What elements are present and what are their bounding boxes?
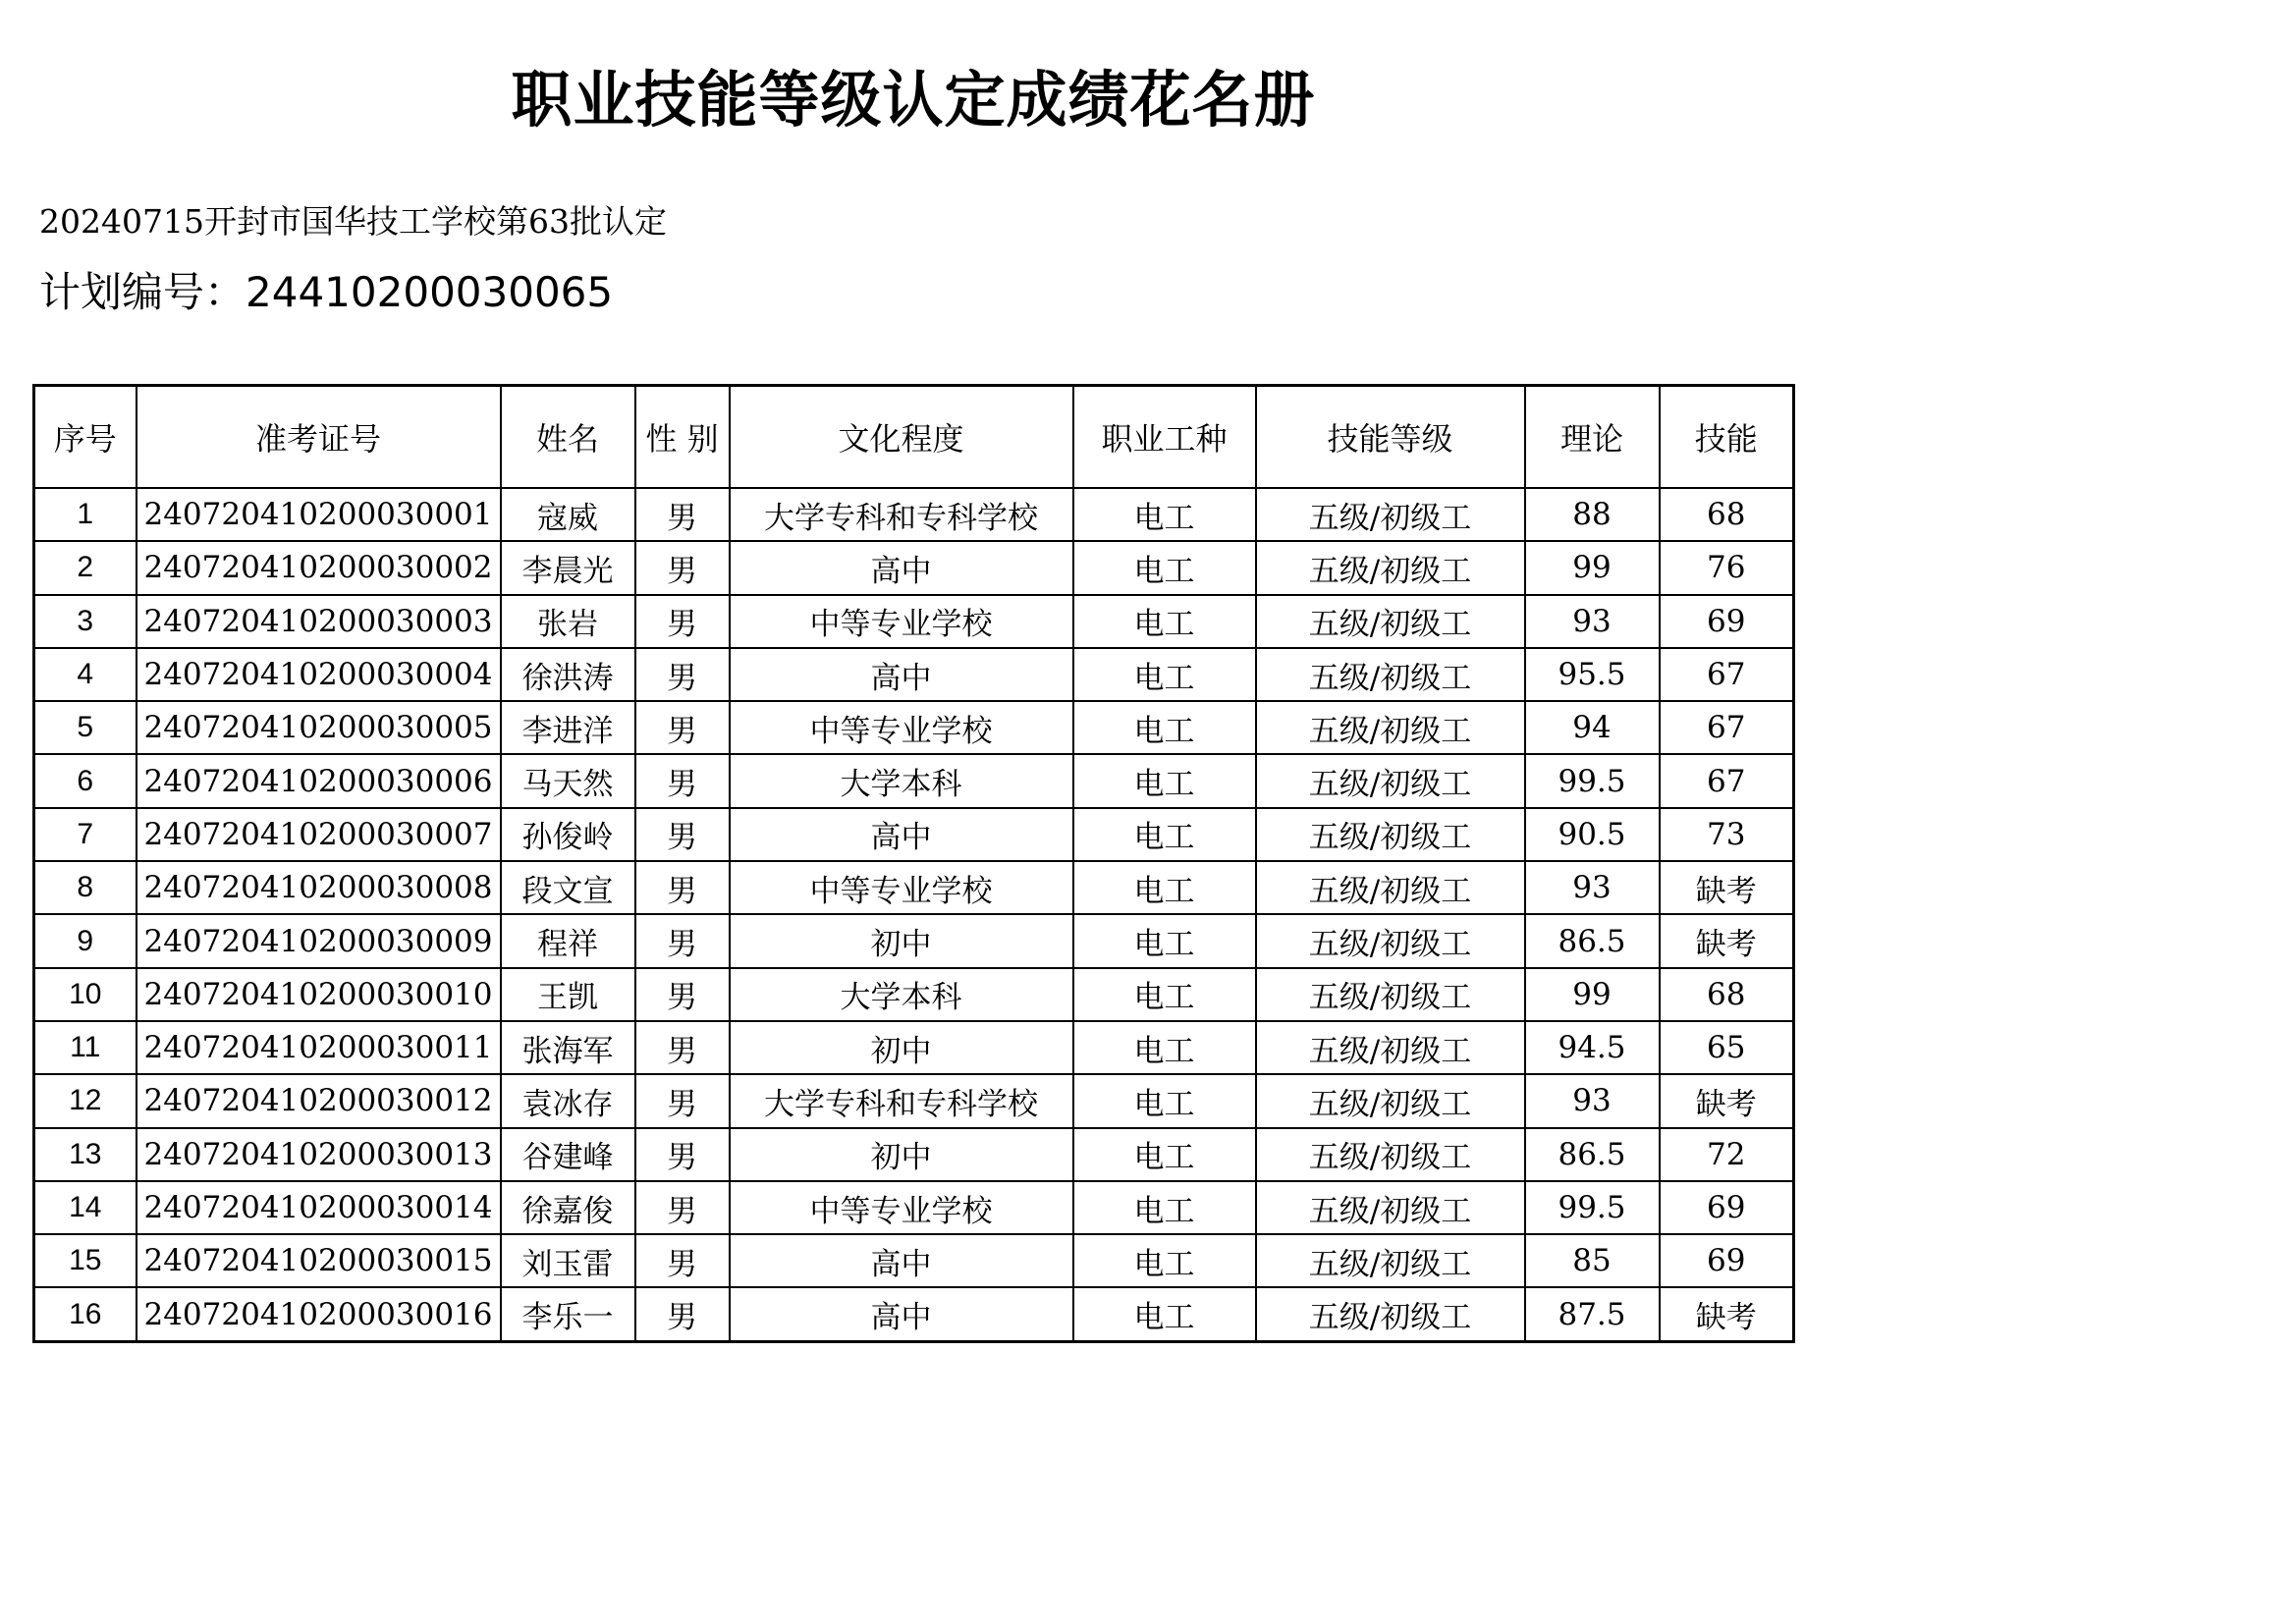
cell-skill-level: 五级/初级工 <box>1256 1234 1525 1287</box>
cell-seq: 1 <box>34 488 137 541</box>
cell-gender: 男 <box>635 701 730 754</box>
header-exam-id: 准考证号 <box>137 386 501 489</box>
cell-name: 李晨光 <box>501 541 635 594</box>
cell-name: 刘玉雷 <box>501 1234 635 1287</box>
header-education: 文化程度 <box>730 386 1073 489</box>
cell-name: 徐嘉俊 <box>501 1181 635 1234</box>
cell-skill-level: 五级/初级工 <box>1256 648 1525 701</box>
cell-skill-score: 67 <box>1660 701 1794 754</box>
cell-skill-score: 65 <box>1660 1021 1794 1074</box>
cell-education: 大学专科和专科学校 <box>730 1074 1073 1127</box>
cell-occupation: 电工 <box>1073 1181 1256 1234</box>
cell-gender: 男 <box>635 541 730 594</box>
cell-exam-id: 240720410200030010 <box>137 968 501 1021</box>
cell-theory-score: 99.5 <box>1525 754 1660 807</box>
header-skill-level: 技能等级 <box>1256 386 1525 489</box>
cell-gender: 男 <box>635 1287 730 1341</box>
cell-skill-score: 缺考 <box>1660 1287 1794 1341</box>
cell-name: 李进洋 <box>501 701 635 754</box>
cell-seq: 3 <box>34 595 137 648</box>
cell-skill-level: 五级/初级工 <box>1256 488 1525 541</box>
cell-occupation: 电工 <box>1073 1021 1256 1074</box>
cell-education: 高中 <box>730 541 1073 594</box>
cell-occupation: 电工 <box>1073 541 1256 594</box>
score-roster-table <box>32 384 1795 1343</box>
table-row <box>34 1181 1794 1234</box>
table-row <box>34 1234 1794 1287</box>
cell-theory-score: 94 <box>1525 701 1660 754</box>
table-row <box>34 595 1794 648</box>
cell-exam-id: 240720410200030016 <box>137 1287 501 1341</box>
cell-skill-level: 五级/初级工 <box>1256 1021 1525 1074</box>
cell-occupation: 电工 <box>1073 1287 1256 1341</box>
cell-seq: 14 <box>34 1181 137 1234</box>
table-row <box>34 808 1794 861</box>
cell-name: 程祥 <box>501 914 635 967</box>
cell-seq: 5 <box>34 701 137 754</box>
table-row <box>34 968 1794 1021</box>
cell-skill-level: 五级/初级工 <box>1256 968 1525 1021</box>
cell-theory-score: 93 <box>1525 861 1660 914</box>
cell-occupation: 电工 <box>1073 754 1256 807</box>
cell-occupation: 电工 <box>1073 1074 1256 1127</box>
cell-gender: 男 <box>635 595 730 648</box>
cell-theory-score: 93 <box>1525 595 1660 648</box>
cell-exam-id: 240720410200030004 <box>137 648 501 701</box>
cell-gender: 男 <box>635 648 730 701</box>
table-row <box>34 648 1794 701</box>
plan-number-label: 计划编号： <box>39 268 246 316</box>
cell-education: 高中 <box>730 648 1073 701</box>
cell-education: 高中 <box>730 1287 1073 1341</box>
cell-skill-score: 缺考 <box>1660 1074 1794 1127</box>
cell-exam-id: 240720410200030002 <box>137 541 501 594</box>
cell-exam-id: 240720410200030005 <box>137 701 501 754</box>
table-row <box>34 861 1794 914</box>
cell-skill-level: 五级/初级工 <box>1256 1287 1525 1341</box>
cell-exam-id: 240720410200030014 <box>137 1181 501 1234</box>
batch-subtitle: 20240715开封市国华技工学校第63批认定 <box>39 202 667 241</box>
cell-occupation: 电工 <box>1073 1128 1256 1181</box>
cell-education: 高中 <box>730 1234 1073 1287</box>
cell-skill-level: 五级/初级工 <box>1256 861 1525 914</box>
cell-theory-score: 99 <box>1525 541 1660 594</box>
cell-skill-level: 五级/初级工 <box>1256 595 1525 648</box>
cell-skill-score: 缺考 <box>1660 861 1794 914</box>
cell-skill-score: 67 <box>1660 648 1794 701</box>
cell-gender: 男 <box>635 914 730 967</box>
cell-exam-id: 240720410200030006 <box>137 754 501 807</box>
cell-name: 张岩 <box>501 595 635 648</box>
cell-skill-score: 73 <box>1660 808 1794 861</box>
cell-seq: 7 <box>34 808 137 861</box>
cell-seq: 6 <box>34 754 137 807</box>
cell-name: 马天然 <box>501 754 635 807</box>
cell-occupation: 电工 <box>1073 914 1256 967</box>
table-row <box>34 488 1794 541</box>
table-row <box>34 541 1794 594</box>
cell-occupation: 电工 <box>1073 595 1256 648</box>
cell-skill-level: 五级/初级工 <box>1256 1181 1525 1234</box>
cell-theory-score: 86.5 <box>1525 1128 1660 1181</box>
cell-name: 谷建峰 <box>501 1128 635 1181</box>
cell-gender: 男 <box>635 1181 730 1234</box>
cell-gender: 男 <box>635 1128 730 1181</box>
table-row <box>34 914 1794 967</box>
cell-seq: 16 <box>34 1287 137 1341</box>
cell-seq: 12 <box>34 1074 137 1127</box>
cell-skill-score: 缺考 <box>1660 914 1794 967</box>
cell-theory-score: 85 <box>1525 1234 1660 1287</box>
cell-skill-score: 69 <box>1660 1234 1794 1287</box>
cell-seq: 10 <box>34 968 137 1021</box>
cell-seq: 2 <box>34 541 137 594</box>
cell-exam-id: 240720410200030001 <box>137 488 501 541</box>
table-row <box>34 1128 1794 1181</box>
cell-gender: 男 <box>635 1074 730 1127</box>
cell-skill-level: 五级/初级工 <box>1256 1128 1525 1181</box>
cell-exam-id: 240720410200030009 <box>137 914 501 967</box>
cell-skill-level: 五级/初级工 <box>1256 754 1525 807</box>
cell-occupation: 电工 <box>1073 808 1256 861</box>
cell-seq: 8 <box>34 861 137 914</box>
cell-exam-id: 240720410200030007 <box>137 808 501 861</box>
cell-skill-level: 五级/初级工 <box>1256 1074 1525 1127</box>
cell-theory-score: 87.5 <box>1525 1287 1660 1341</box>
header-occupation: 职业工种 <box>1073 386 1256 489</box>
cell-name: 徐洪涛 <box>501 648 635 701</box>
cell-occupation: 电工 <box>1073 701 1256 754</box>
cell-skill-score: 68 <box>1660 488 1794 541</box>
cell-occupation: 电工 <box>1073 968 1256 1021</box>
cell-exam-id: 240720410200030011 <box>137 1021 501 1074</box>
table-row <box>34 754 1794 807</box>
cell-skill-level: 五级/初级工 <box>1256 808 1525 861</box>
table-row <box>34 701 1794 754</box>
header-theory-score: 理论 <box>1525 386 1660 489</box>
cell-gender: 男 <box>635 808 730 861</box>
cell-education: 初中 <box>730 1021 1073 1074</box>
page-title: 职业技能等级认定成绩花名册 <box>511 64 1316 135</box>
cell-exam-id: 240720410200030003 <box>137 595 501 648</box>
cell-gender: 男 <box>635 968 730 1021</box>
cell-theory-score: 94.5 <box>1525 1021 1660 1074</box>
header-name: 姓名 <box>501 386 635 489</box>
cell-seq: 11 <box>34 1021 137 1074</box>
cell-seq: 15 <box>34 1234 137 1287</box>
table-body <box>34 488 1794 1341</box>
cell-seq: 13 <box>34 1128 137 1181</box>
cell-name: 李乐一 <box>501 1287 635 1341</box>
cell-education: 中等专业学校 <box>730 701 1073 754</box>
header-skill-score: 技能 <box>1660 386 1794 489</box>
table-header <box>34 386 1794 489</box>
cell-education: 大学本科 <box>730 754 1073 807</box>
cell-seq: 9 <box>34 914 137 967</box>
header-gender: 性 别 <box>635 386 730 489</box>
cell-gender: 男 <box>635 1021 730 1074</box>
cell-theory-score: 93 <box>1525 1074 1660 1127</box>
cell-exam-id: 240720410200030013 <box>137 1128 501 1181</box>
cell-name: 段文宣 <box>501 861 635 914</box>
cell-theory-score: 95.5 <box>1525 648 1660 701</box>
cell-occupation: 电工 <box>1073 861 1256 914</box>
header-seq: 序号 <box>34 386 137 489</box>
cell-skill-score: 68 <box>1660 968 1794 1021</box>
cell-name: 孙俊岭 <box>501 808 635 861</box>
cell-theory-score: 90.5 <box>1525 808 1660 861</box>
cell-education: 大学本科 <box>730 968 1073 1021</box>
cell-education: 中等专业学校 <box>730 1181 1073 1234</box>
table-row <box>34 1021 1794 1074</box>
cell-occupation: 电工 <box>1073 1234 1256 1287</box>
table-row <box>34 1074 1794 1127</box>
cell-skill-score: 72 <box>1660 1128 1794 1181</box>
cell-skill-level: 五级/初级工 <box>1256 701 1525 754</box>
cell-education: 高中 <box>730 808 1073 861</box>
cell-theory-score: 86.5 <box>1525 914 1660 967</box>
cell-occupation: 电工 <box>1073 648 1256 701</box>
cell-theory-score: 88 <box>1525 488 1660 541</box>
cell-skill-level: 五级/初级工 <box>1256 541 1525 594</box>
cell-gender: 男 <box>635 488 730 541</box>
cell-occupation: 电工 <box>1073 488 1256 541</box>
plan-number-value: 24410200030065 <box>246 268 614 316</box>
cell-gender: 男 <box>635 1234 730 1287</box>
cell-skill-score: 67 <box>1660 754 1794 807</box>
cell-name: 张海军 <box>501 1021 635 1074</box>
cell-skill-score: 76 <box>1660 541 1794 594</box>
cell-education: 初中 <box>730 1128 1073 1181</box>
cell-education: 初中 <box>730 914 1073 967</box>
cell-gender: 男 <box>635 754 730 807</box>
cell-skill-score: 69 <box>1660 595 1794 648</box>
cell-seq: 4 <box>34 648 137 701</box>
plan-number-line <box>39 260 613 319</box>
cell-skill-level: 五级/初级工 <box>1256 914 1525 967</box>
cell-education: 中等专业学校 <box>730 861 1073 914</box>
cell-exam-id: 240720410200030015 <box>137 1234 501 1287</box>
table-row <box>34 1287 1794 1341</box>
cell-education: 大学专科和专科学校 <box>730 488 1073 541</box>
cell-name: 寇威 <box>501 488 635 541</box>
cell-education: 中等专业学校 <box>730 595 1073 648</box>
cell-name: 王凯 <box>501 968 635 1021</box>
cell-exam-id: 240720410200030008 <box>137 861 501 914</box>
cell-exam-id: 240720410200030012 <box>137 1074 501 1127</box>
header-row <box>34 386 1794 489</box>
cell-theory-score: 99 <box>1525 968 1660 1021</box>
cell-gender: 男 <box>635 861 730 914</box>
cell-name: 袁冰存 <box>501 1074 635 1127</box>
cell-theory-score: 99.5 <box>1525 1181 1660 1234</box>
cell-skill-score: 69 <box>1660 1181 1794 1234</box>
